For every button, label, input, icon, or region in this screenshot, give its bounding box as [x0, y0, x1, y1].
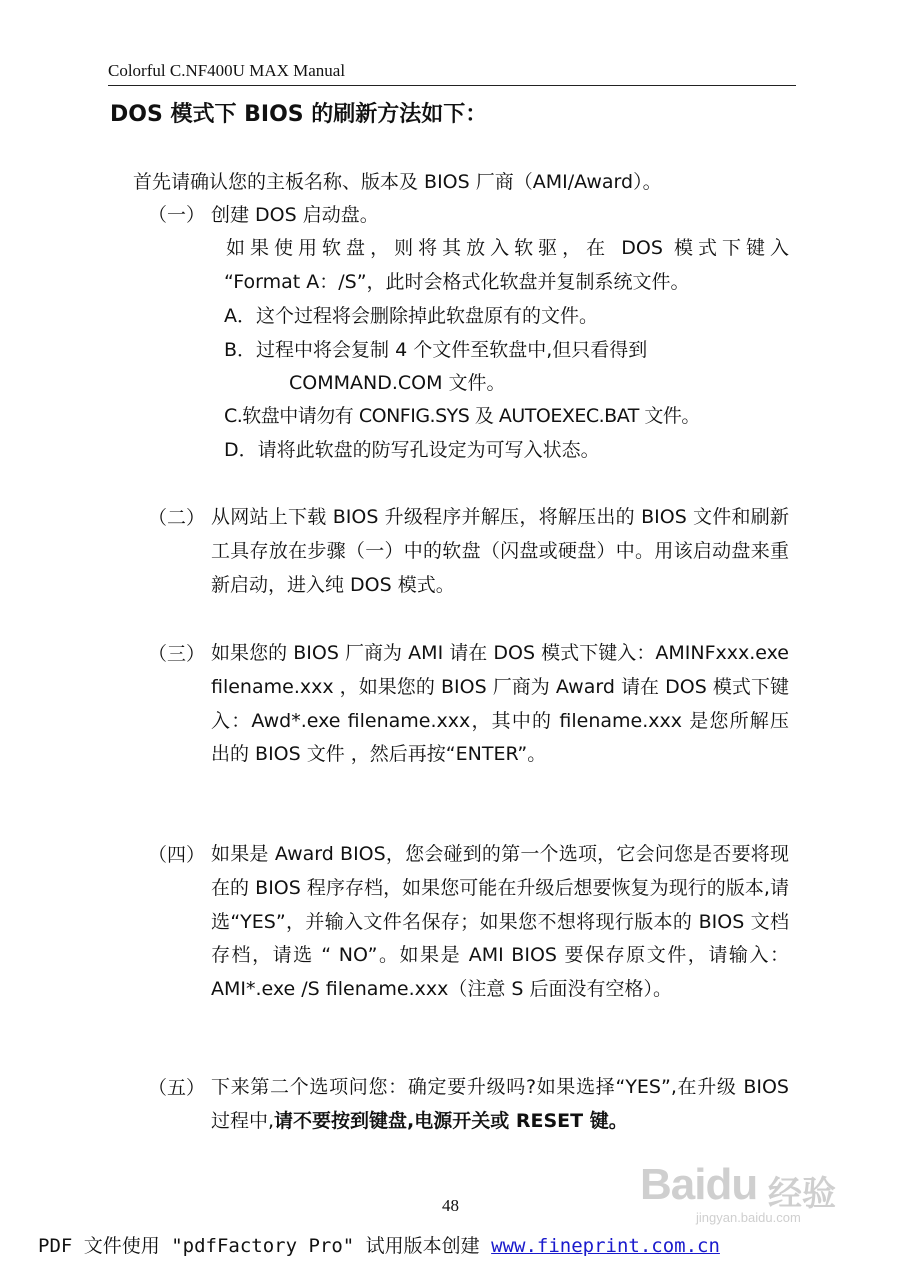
pdf-footer: [38, 1232, 720, 1260]
document-header: Colorful C.NF400U MAX Manual: [108, 60, 796, 86]
page-number: 48: [442, 1196, 459, 1215]
step-1-line: COMMAND.COM 文件。: [289, 372, 506, 394]
step-4-text: 如果是 Award BIOS，您会碰到的第一个选项，它会问您是否要将现在的 BIOS 程序存档，如果您可能在升级后想要恢复为现行的版本,请选“YES”，并输入文件名保存；如果您不想将现行版本的 BIOS 文档存档，请选 “ NO”。如果是 AMI BIOS 要保存原文件，请输入：AMI*.exe /S filename.xxx（注意 S 后面没有空格）。: [211, 843, 789, 1001]
step-5-text: [211, 1071, 789, 1139]
step-3-number: （三）: [148, 643, 206, 665]
step-3-text: 如果您的 BIOS 厂商为 AMI 请在 DOS 模式下键入：AMINFxxx.exe filename.xxx ，如果您的 BIOS 厂商为 Award 请在 DOS 模式下键入：Awd*.exe filename.xxx，其中的 filename.xxx 是您所解压出的 BIOS 文件 ，然后再按“ENTER”。: [211, 642, 789, 766]
fineprint-link[interactable]: www.fineprint.com.cn: [491, 1235, 720, 1257]
intro-text: 首先请确认您的主板名称、版本及 BIOS 厂商（AMI/Award）。: [133, 171, 662, 193]
step-2-text: 从网站上下载 BIOS 升级程序并解压，将解压出的 BIOS 文件和刷新工具存放在步骤（一）中的软盘（闪盘或硬盘）中。用该启动盘来重新启动，进入纯 DOS 模式。: [211, 506, 789, 596]
step-1-line: C.软盘中请勿有 CONFIG.SYS 及 AUTOEXEC.BAT 文件。: [224, 405, 700, 427]
watermark-logo: Baidu: [640, 1160, 758, 1209]
step-1-line: “Format A：/S”，此时会格式化软盘并复制系统文件。: [224, 271, 690, 293]
step-1-line: 如果使用软盘，则将其放入软驱，在 DOS 模式下键入: [226, 237, 789, 259]
step-5-warning-text: 请不要按到键盘,电源开关或 RESET 键。: [274, 1109, 628, 1132]
section-title: DOS 模式下 BIOS 的刷新方法如下：: [110, 102, 488, 127]
step-1-number: （一）: [148, 204, 206, 226]
step-4-number: （四）: [148, 844, 206, 866]
step-2-number: （二）: [148, 507, 206, 529]
watermark-url: jingyan.baidu.com: [696, 1210, 801, 1225]
step-1-line: D．请将此软盘的防写孔设定为可写入状态。: [224, 439, 600, 461]
step-1-heading: 创建 DOS 启动盘。: [211, 204, 379, 226]
baidu-jingyan-watermark: [640, 1140, 850, 1240]
step-1-line: B．过程中将会复制 4 个文件至软盘中,但只看得到: [224, 339, 648, 361]
watermark-label: 经验: [768, 1174, 836, 1214]
footer-text: PDF 文件使用 "pdfFactory Pro" 试用版本创建: [38, 1235, 480, 1257]
step-5-normal-text: 下来第二个选项问您：确定要升级吗?如果选择“YES”,在升级 BIOS 过程中,: [211, 1076, 789, 1132]
step-1-line: A．这个过程将会删除掉此软盘原有的文件。: [224, 305, 598, 327]
step-5-number: （五）: [148, 1077, 206, 1099]
